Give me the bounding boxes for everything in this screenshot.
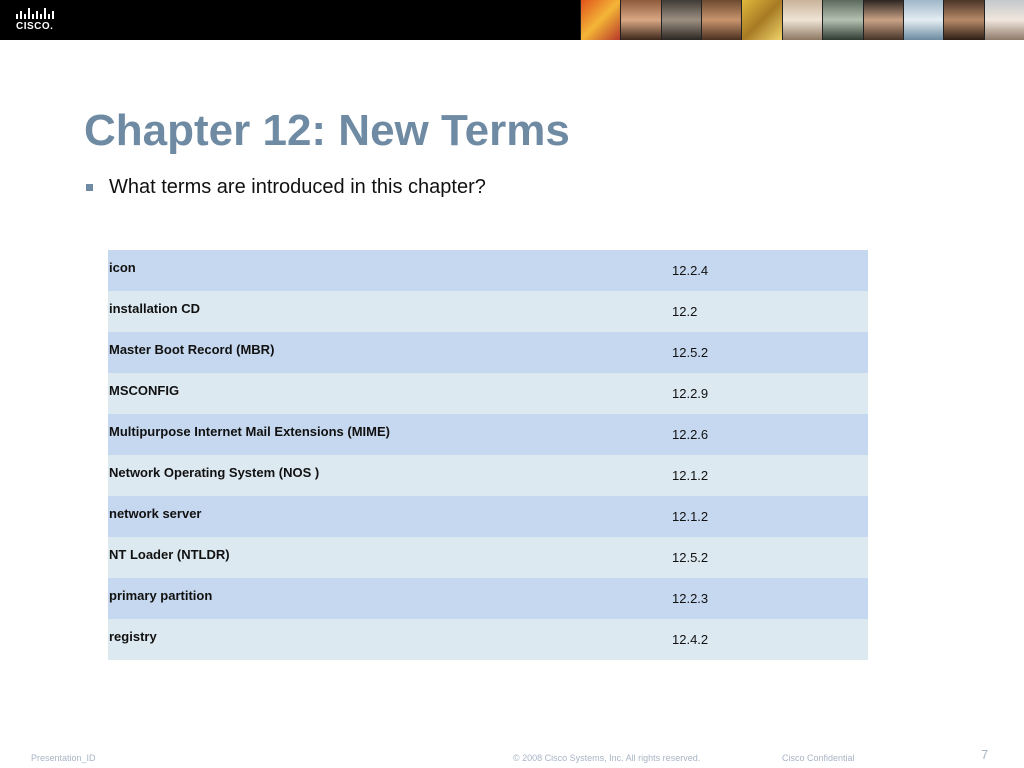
table-row [108,332,868,373]
terms-table [108,250,868,660]
table-row [108,414,868,455]
footer-confidential: Cisco Confidential [782,753,855,763]
header-photo [741,0,781,40]
cisco-bridge-icon [10,5,60,21]
section-cell: 12.2 [672,304,698,319]
header-photo [943,0,983,40]
header-photo [863,0,903,40]
term-cell: installation CD [109,301,201,316]
footer-copyright: © 2008 Cisco Systems, Inc. All rights reserved. [513,753,701,763]
section-cell: 12.2.4 [672,263,709,278]
header-photo [903,0,943,40]
footer-presentation-id: Presentation_ID [31,753,96,763]
page-number: 7 [981,747,989,762]
header-photo [782,0,822,40]
term-cell: primary partition [109,588,213,603]
table-row [108,455,868,496]
section-cell: 12.5.2 [672,345,709,360]
section-cell: 12.2.6 [672,427,709,442]
bullet-item [86,176,486,199]
brand-wordmark: CISCO. [16,21,54,32]
section-cell: 12.1.2 [672,468,709,483]
term-cell: MSCONFIG [109,383,180,398]
term-cell: Multipurpose Internet Mail Extensions (MIME) [109,424,390,439]
term-cell: Master Boot Record (MBR) [109,342,275,357]
section-cell: 12.5.2 [672,550,709,565]
term-cell: Network Operating System (NOS ) [109,465,320,480]
table-row [108,619,868,660]
term-cell: registry [109,629,157,644]
header-photo [984,0,1024,40]
header-photo [580,0,620,40]
slide-title: Chapter 12: New Terms [84,106,570,155]
header-photo [822,0,862,40]
table-row [108,537,868,578]
header-photo [701,0,741,40]
bullet-text: What terms are introduced in this chapter? [109,176,486,198]
term-cell: icon [109,260,136,275]
header-photo [661,0,701,40]
table-row [108,291,868,332]
table-row [108,496,868,537]
section-cell: 12.1.2 [672,509,709,524]
section-cell: 12.2.9 [672,386,709,401]
header-photo-strip [580,0,1024,40]
term-cell: network server [109,506,202,521]
section-cell: 12.2.3 [672,591,709,606]
table-row [108,578,868,619]
table-row [108,250,868,291]
section-cell: 12.4.2 [672,632,709,647]
header-bar [0,0,1024,40]
square-bullet-icon [86,184,93,191]
table-row [108,373,868,414]
header-photo [620,0,660,40]
term-cell: NT Loader (NTLDR) [109,547,230,562]
